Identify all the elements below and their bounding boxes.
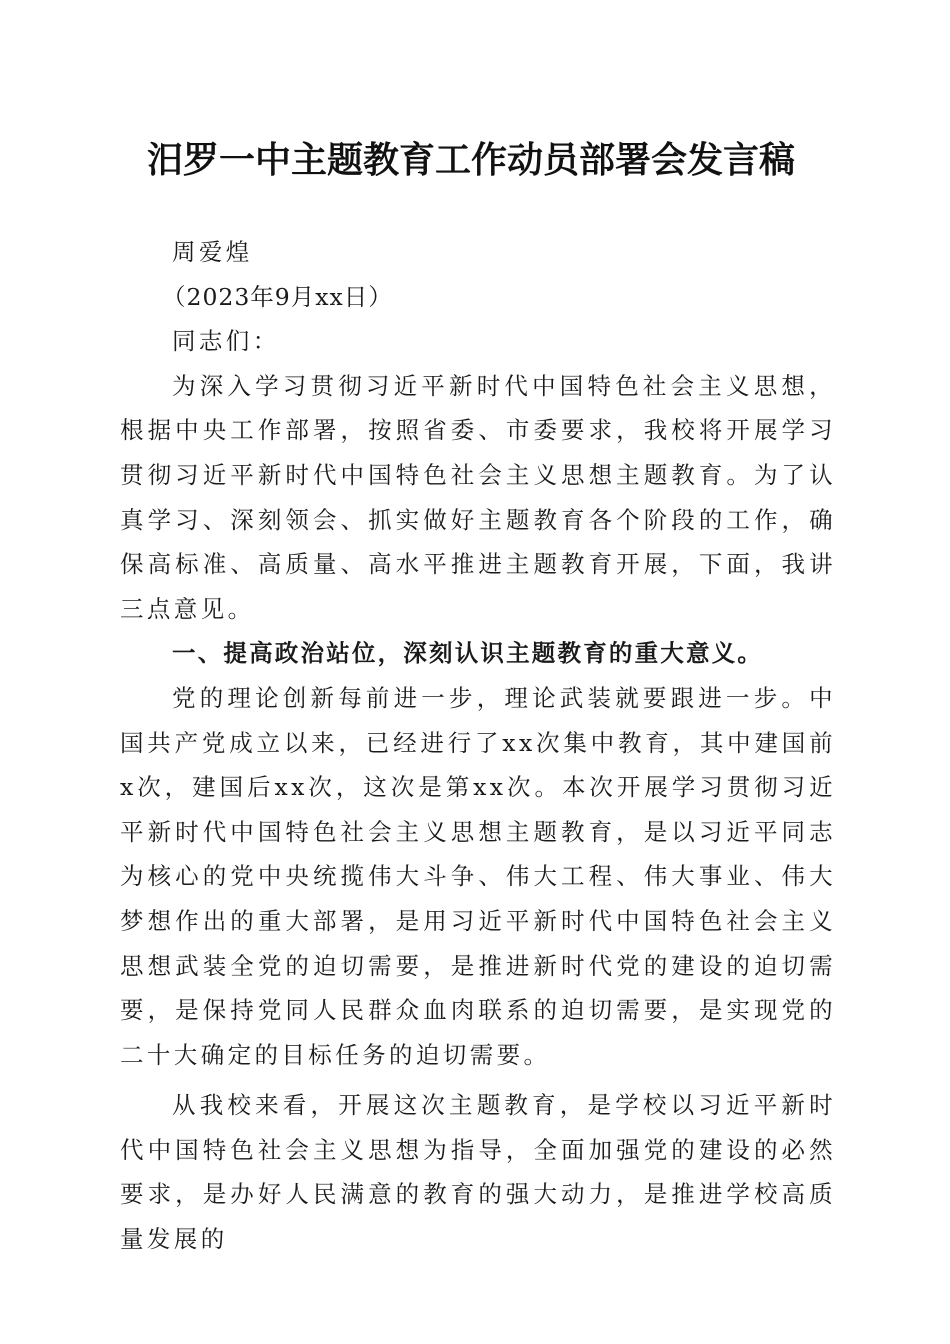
section1-paragraph-2: 从我校来看，开展这次主题教育，是学校以习近平新时代中国特色社会主义思想为指导，全面加强党的建设的必然要求，是办好人民满意的教育的强大动力，是推进学校高质量发展的 [120, 1091, 836, 1254]
salutation: 同志们： [172, 327, 280, 356]
author-name: 周爱煌 [172, 238, 253, 266]
speech-date: （2023年9月xx日） [162, 282, 393, 311]
document-body [120, 230, 836, 1262]
document-title: 汨罗一中主题教育工作动员部署会发言稿 [146, 139, 795, 181]
section-heading-1: 一、提高政治站位，深刻认识主题教育的重大意义。 [172, 639, 764, 668]
intro-paragraph: 为深入学习贯彻习近平新时代中国特色社会主义思想，根据中央工作部署，按照省委、市委要求，我校将开展学习贯彻习近平新时代中国特色社会主义思想主题教育。为了认真学习、深刻领会、抓实做好主题教育各个阶段的工作，确保高标准、高质量、高水平推进主题教育开展，下面，我讲三点意见。 [120, 371, 836, 623]
section1-paragraph-1: 党的理论创新每前进一步，理论武装就要跟进一步。中国共产党成立以来，已经进行了xx次集中教育，其中建国前x次，建国后xx次，这次是第xx次。本次开展学习贯彻习近平新时代中国特色社会主义思想主题教育，是以习近平同志为核心的党中央统揽伟大斗争、伟大工程、伟大事业、伟大梦想作出的重大部署，是用习近平新时代中国特色社会主义思想武装全党的迫切需要，是推进新时代党的建设的迫切需要，是保持党同人民群众血肉联系的迫切需要，是实现党的二十大确定的目标任务的迫切需要。 [120, 683, 836, 1069]
